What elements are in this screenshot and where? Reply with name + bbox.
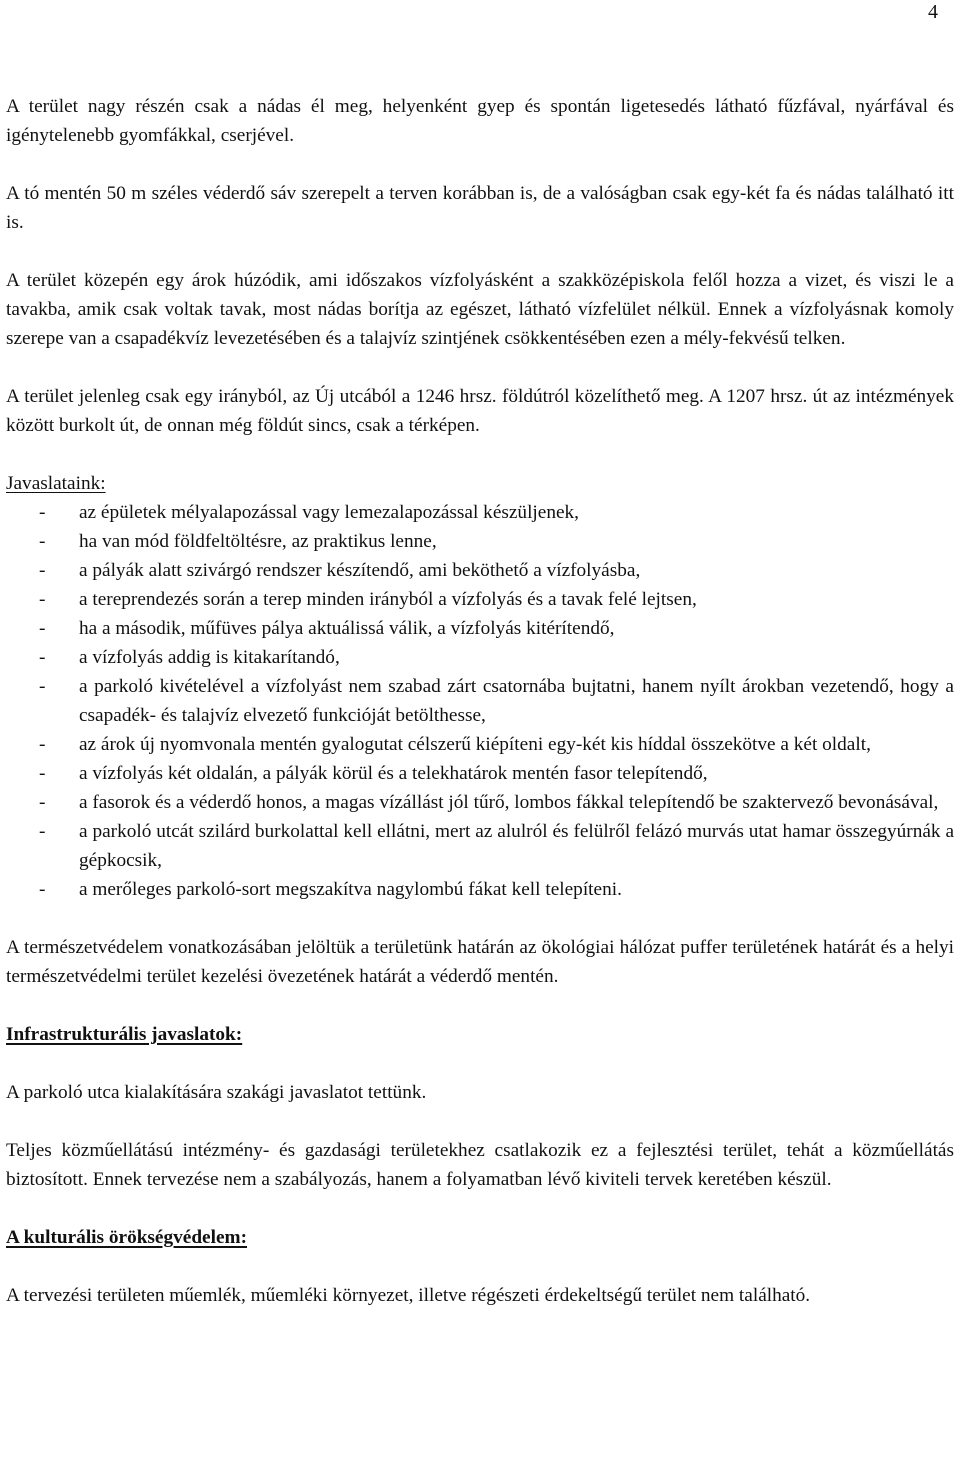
list-item: - a fasorok és a véderdő honos, a magas vízállást jól tűrő, lombos fákkal telepítendő be szaktervező bevonásával,	[39, 792, 939, 813]
list-item: - a parkoló kivételével a vízfolyást nem szabad zárt csatornába bujtatni, hanem nyílt árokban vezetendő, hogy a csapadék- és talajvíz elvezető funkcióját betölthesse,	[39, 676, 954, 726]
paragraph-heritage: A tervezési területen műemlék, műemléki környezet, illetve régészeti érdekeltségű terület nem található.	[6, 1285, 811, 1306]
page-number: 4	[928, 1, 938, 23]
paragraph-lakeside-forest: A tó mentén 50 m széles véderdő sáv szerepelt a terven korábban is, de a valóságban csak egy-két fa és nádas található itt is.	[6, 183, 954, 233]
list-item: - a parkoló utcát szilárd burkolattal kell ellátni, mert az alulról és felülről felázó murvás utat hamar összegyúrnák a gépkocsik,	[39, 821, 954, 871]
list-item: - ha van mód földfeltöltésre, az praktikus lenne,	[39, 531, 437, 552]
paragraph-ditch: A terület közepén egy árok húzódik, ami időszakos vízfolyásként a szakközépiskola felől hozza a vizet, és viszi le a tavakba, amik csak voltak tavak, most nádas borítja az egészet, látható vízfelület nélkül. Ennek a vízfolyásnak komoly szerepe van a csapadékvíz levezetésében és a talajvíz szintjének csökkentésében ezen a mély-fekvésű telken.	[6, 270, 954, 349]
heritage-heading: A kulturális örökségvédelem:	[6, 1227, 248, 1248]
list-item: - az árok új nyomvonala mentén gyalogutat célszerű kiépíteni egy-két kis híddal összekötve a két oldalt,	[39, 734, 871, 755]
suggestions-intro: Javaslataink:	[6, 473, 106, 494]
paragraph-utilities: Teljes közműellátású intézmény- és gazdasági területekhez csatlakozik ez a fejlesztési terület, tehát a közműellátás biztosított. Ennek tervezése nem a szabályozás, hanem a folyamatban lévő kiviteli tervek keretében készül.	[6, 1140, 954, 1190]
list-item: - a vízfolyás két oldalán, a pályák körül és a telekhatárok mentén fasor telepítendő,	[39, 763, 708, 784]
suggestions-list	[6, 498, 954, 904]
paragraph-access: A terület jelenleg csak egy irányból, az Új utcából a 1246 hrsz. földútról közelíthető meg. A 1207 hrsz. út az intézmények között burkolt út, de onnan még földút sincs, csak a térképen.	[6, 386, 954, 436]
paragraph-vegetation: A terület nagy részén csak a nádas él meg, helyenként gyep és spontán ligetesedés látható fűzfával, nyárfával és igénytelenebb gyomfákkal, cserjével.	[6, 96, 954, 146]
paragraph-nature-protection: A természetvédelem vonatkozásában jelöltük a területünk határán az ökológiai hálózat puffer területének határát és a helyi természetvédelmi terület kezelési övezetének határát a véderdő mentén.	[6, 937, 954, 987]
paragraph-parking-street: A parkoló utca kialakítására szakági javaslatot tettünk.	[6, 1082, 427, 1103]
list-item: - ha a második, műfüves pálya aktuálissá válik, a vízfolyás kitérítendő,	[39, 618, 615, 639]
list-item: - a merőleges parkoló-sort megszakítva nagylombú fákat kell telepíteni.	[39, 879, 622, 900]
list-item: - a vízfolyás addig is kitakarítandó,	[39, 647, 340, 668]
document-body	[6, 92, 954, 1310]
list-item: - a pályák alatt szivárgó rendszer készítendő, ami beköthető a vízfolyásba,	[39, 560, 641, 581]
list-item: - a tereprendezés során a terep minden irányból a vízfolyás és a tavak felé lejtsen,	[39, 589, 697, 610]
list-item: - az épületek mélyalapozással vagy lemezalapozással készüljenek,	[39, 502, 580, 523]
infrastructure-heading: Infrastrukturális javaslatok:	[6, 1024, 243, 1045]
